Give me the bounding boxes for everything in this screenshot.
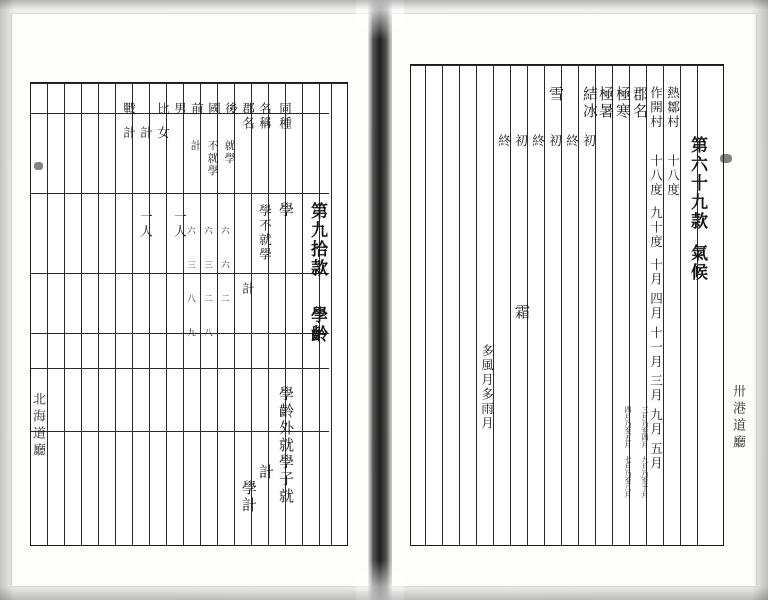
left-cell-num-8: 二 xyxy=(202,294,213,303)
left-col-value-male: 一人 xyxy=(172,210,188,239)
right-row1-frost-end: 五月 xyxy=(648,442,664,471)
left-footer-term-3: 學計 xyxy=(240,480,258,514)
right-col-header-coldest: 極寒 xyxy=(614,86,632,120)
right-row1-snow-end: 三月 xyxy=(648,374,664,403)
right-col-header-ice: 結冰 xyxy=(581,86,599,120)
left-col-value-name: 學不就學 xyxy=(257,204,273,262)
left-margin-stamp: 北海道廳 xyxy=(30,392,45,460)
right-margin-stamp: 卅港道廳 xyxy=(730,384,745,452)
right-row1-ice-start: 十月 xyxy=(648,258,664,287)
right-col-header-ice-end: 終 xyxy=(564,134,580,149)
right-row1-snow-start: 十一月 xyxy=(648,326,664,370)
page-edge-top xyxy=(0,0,768,10)
left-col-header-county: 郡名 xyxy=(240,102,256,131)
left-cell-num-1: 六 xyxy=(219,226,230,235)
right-col-header-ice-start: 初 xyxy=(581,134,597,149)
right-col-header-note: 多風月多雨月 xyxy=(479,344,495,431)
left-col-value-after: 就學 xyxy=(223,140,236,165)
right-col-header-snow-end: 終 xyxy=(530,134,546,149)
right-row1-ice-end: 四月 xyxy=(648,292,664,321)
left-col-header-name: 名稱 xyxy=(257,102,273,131)
left-cell-num-4: 六 xyxy=(219,260,230,269)
left-cell-num-7: 二 xyxy=(219,294,230,303)
left-footer-term-2: 計 xyxy=(257,464,275,481)
left-page-ruling xyxy=(31,83,347,545)
right-page-leaf xyxy=(392,14,756,586)
right-row2-note: 四月乃至五月 七月乃至八月 xyxy=(624,406,632,498)
page-edge-left xyxy=(0,0,14,600)
right-section-title: 第六十九款 xyxy=(687,136,707,231)
left-cell-num-5: 三 xyxy=(202,260,213,269)
right-row1-frost-start: 九月 xyxy=(648,408,664,437)
book-gutter xyxy=(368,0,392,600)
right-row1-note: 三月乃至四月 九月乃至十月 xyxy=(641,406,649,498)
left-section-subtitle: 學齡 xyxy=(307,306,327,344)
right-col-header-place: 郡名 xyxy=(631,86,649,120)
left-col-header-kind: 同種 xyxy=(277,102,293,131)
left-col-header-male: 男 xyxy=(172,102,188,117)
left-col-value-before: 計 xyxy=(189,140,202,153)
left-cell-num-6: 三 xyxy=(185,260,196,269)
left-col-value-kind: 學 xyxy=(277,202,295,219)
page-edge-bottom xyxy=(0,586,768,600)
left-col-value-total: 一人 xyxy=(138,210,154,239)
left-col-header-before: 前 xyxy=(189,102,205,117)
left-cell-num-3: 六 xyxy=(185,226,196,235)
left-col-header-ratio: 比 xyxy=(155,102,171,117)
ink-blotch-left xyxy=(34,162,43,170)
left-col-value-war: 計 xyxy=(121,126,137,141)
left-cell-num-2: 六 xyxy=(202,226,213,235)
right-row2-temp-low: 十八度 xyxy=(665,154,681,198)
left-col-header-after: 後 xyxy=(223,102,239,117)
right-col-header-hottest: 極暑 xyxy=(597,86,615,120)
left-col-header-total: 計 xyxy=(138,126,154,141)
ink-blotch-right xyxy=(720,154,732,163)
left-col-value-nation: 不就學 xyxy=(206,140,219,178)
right-col-header-frost-start: 初 xyxy=(513,134,529,149)
right-row2-place: 熱鄒村 xyxy=(665,86,681,130)
left-col-value-county: 計 xyxy=(240,282,256,297)
right-col-header-frost: 霜 xyxy=(513,304,531,321)
page-edge-right xyxy=(752,0,768,600)
left-cell-num-9: 八 xyxy=(185,294,196,303)
left-section-title: 第九拾款 xyxy=(307,202,327,278)
left-cell-num-10: 八 xyxy=(202,328,213,337)
left-col-header-war: 戰 xyxy=(121,102,137,117)
right-row1-place: 作開村 xyxy=(648,86,664,130)
left-page-frame xyxy=(30,82,348,546)
right-col-header-snow: 雪 xyxy=(547,86,565,103)
right-section-subtitle: 氣候 xyxy=(687,244,707,282)
left-cell-num-11: 九 xyxy=(185,328,196,337)
left-footer-term-1: 學齡外就學子就 xyxy=(277,386,295,505)
right-col-header-frost-end: 終 xyxy=(496,134,512,149)
right-row1-temp-high: 九十度 xyxy=(648,206,664,250)
right-col-header-snow-start: 初 xyxy=(547,134,563,149)
right-row1-temp-low: 十八度 xyxy=(648,154,664,198)
left-col-value-ratio: 女 xyxy=(155,126,171,141)
left-page-leaf xyxy=(12,14,372,586)
left-col-header-nation: 國 xyxy=(206,102,222,117)
